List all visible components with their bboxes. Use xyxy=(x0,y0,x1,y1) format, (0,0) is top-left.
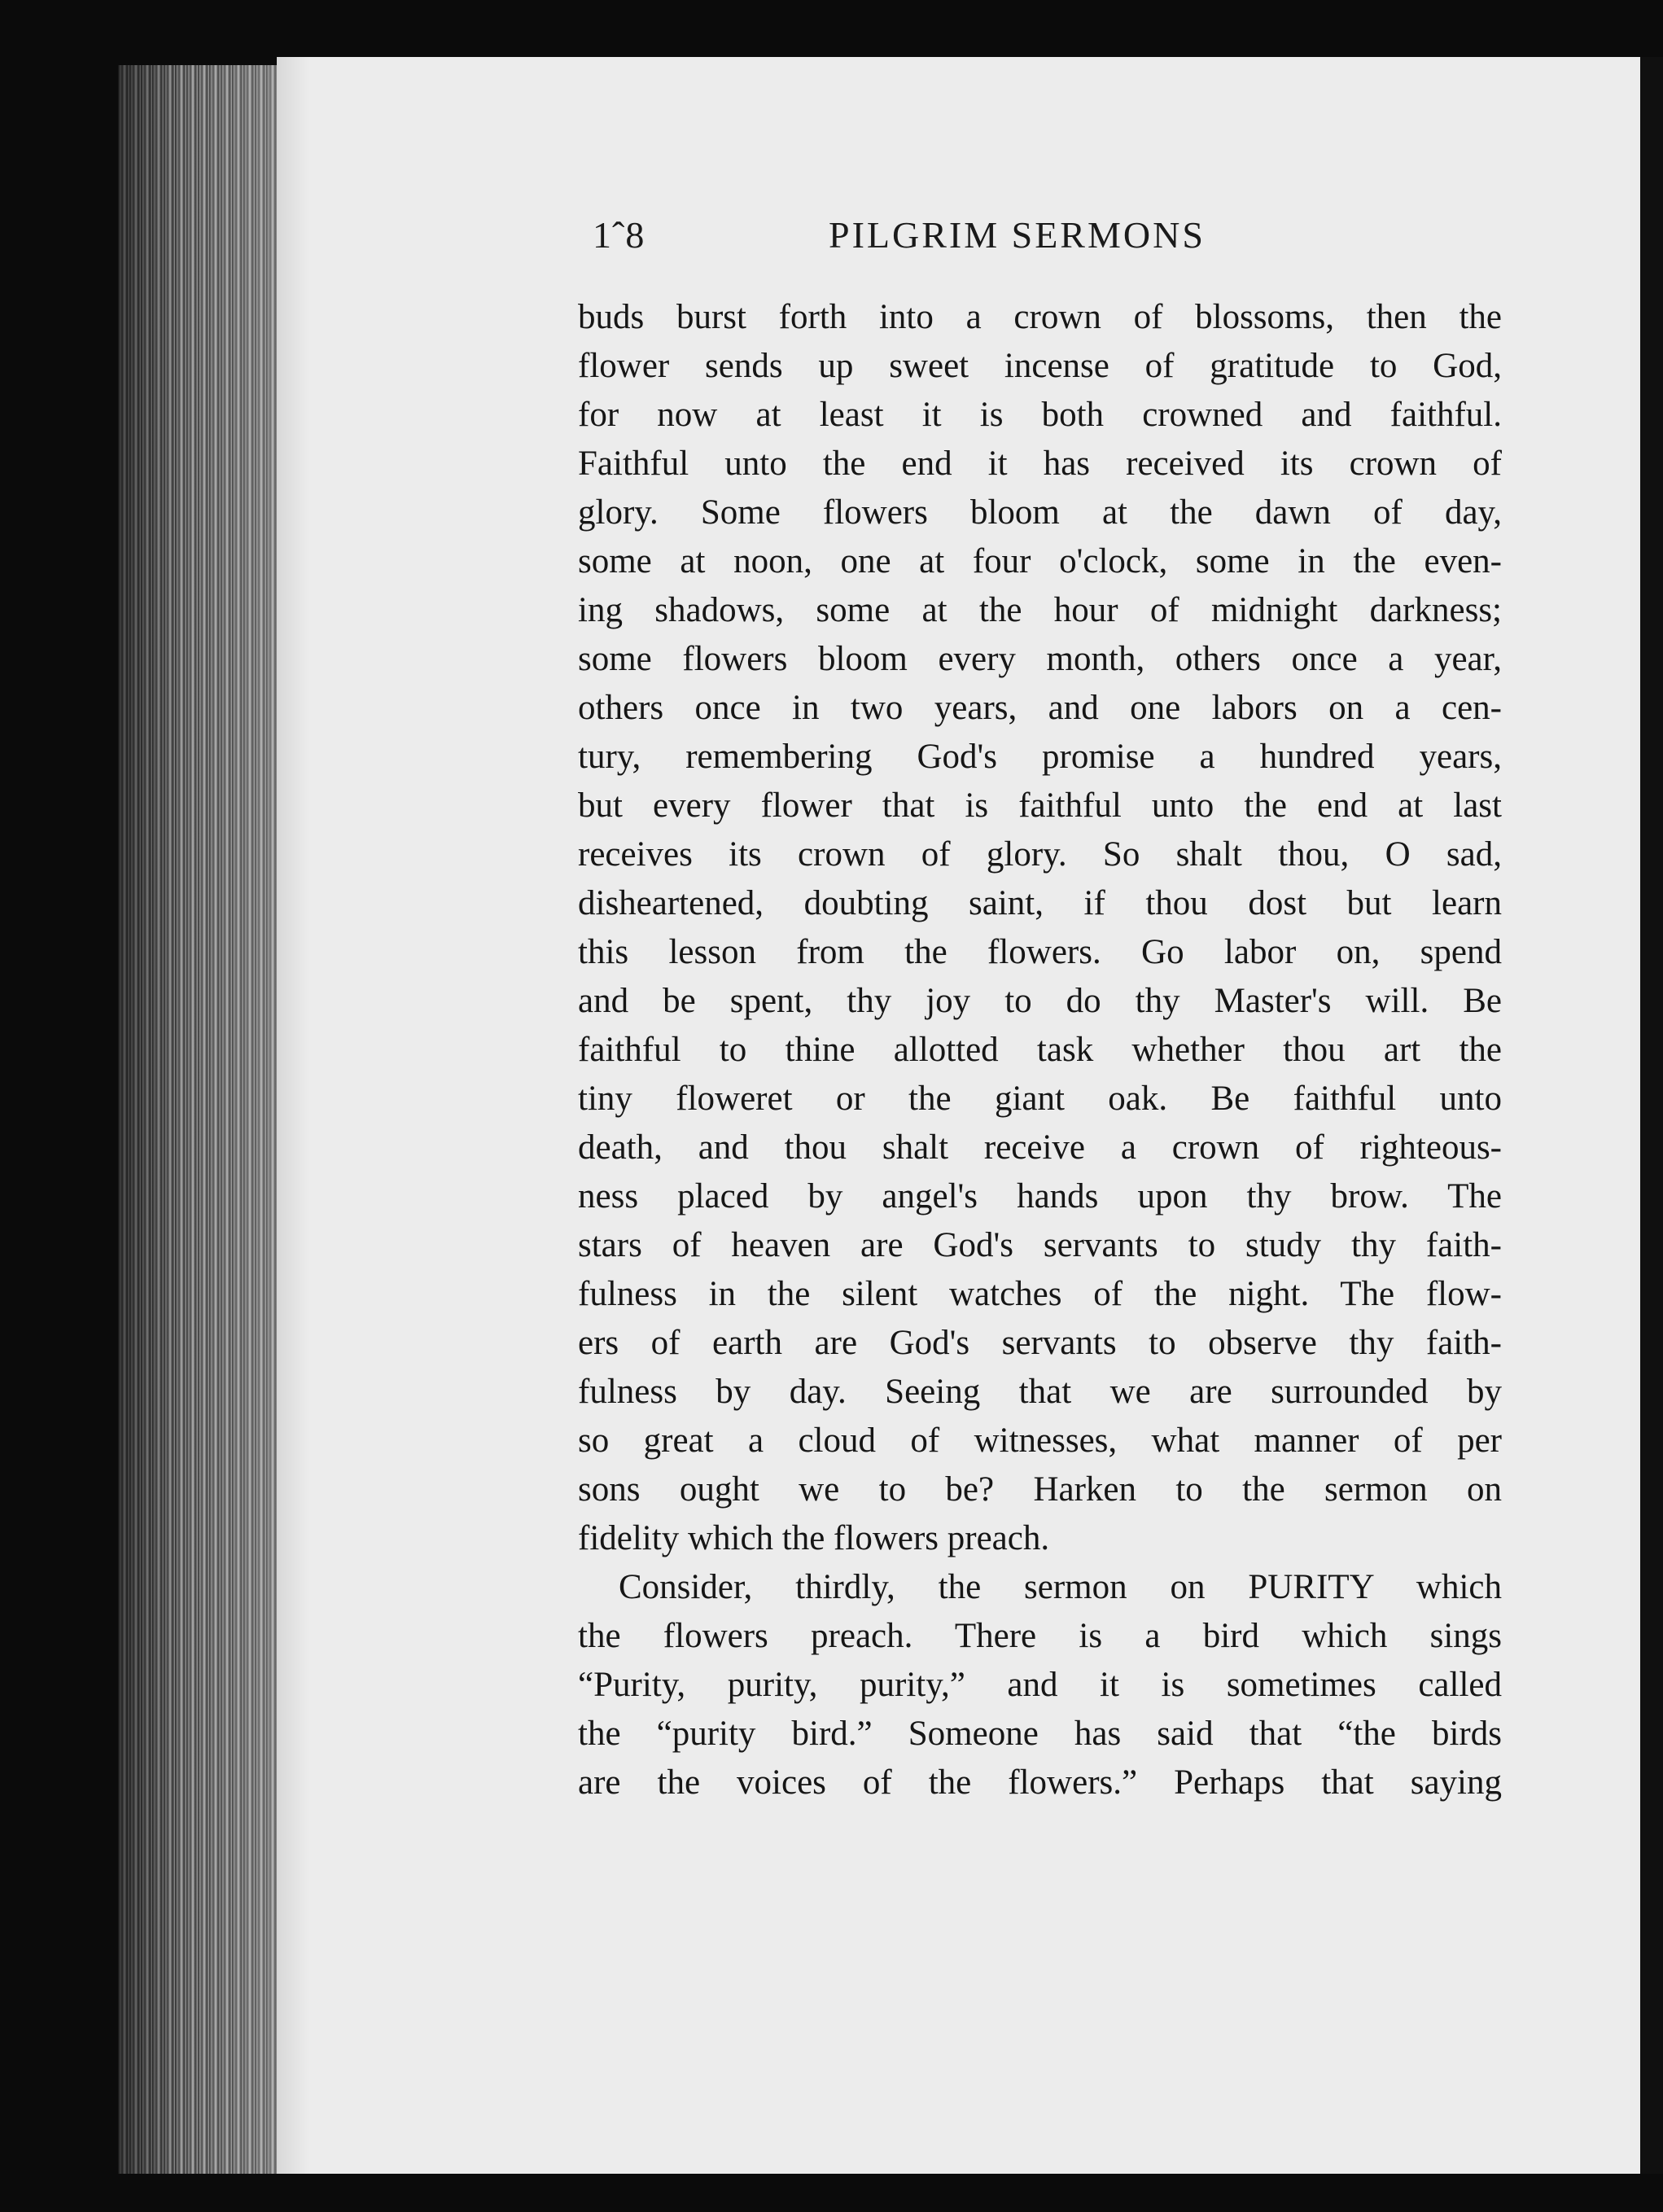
text-line: but every flower that is faithful unto the end at last xyxy=(578,786,1502,825)
text-line: stars of heaven are God's servants to study thy faith- xyxy=(578,1226,1502,1264)
text-line-paragraph-end: fidelity which the flowers preach. xyxy=(578,1519,1050,1557)
text-line: sons ought we to be? Harken to the sermon on xyxy=(578,1470,1502,1509)
text-line: flower sends up sweet incense of gratitude to God, xyxy=(578,347,1502,385)
scan-border xyxy=(1640,57,1663,2174)
text-line: tury, remembering God's promise a hundred years, xyxy=(578,738,1502,776)
text-line: and be spent, thy joy to do thy Master's will. Be xyxy=(578,982,1502,1020)
text-line: ers of earth are God's servants to observe thy faith- xyxy=(578,1324,1502,1362)
text-line: others once in two years, and one labors on a cen- xyxy=(578,689,1502,727)
text-line: ing shadows, some at the hour of midnight darkness; xyxy=(578,591,1502,629)
text-line: so great a cloud of witnesses, what manner of per xyxy=(578,1421,1502,1460)
text-line: ness placed by angel's hands upon thy brow. The xyxy=(578,1177,1502,1216)
text-line: tiny floweret or the giant oak. Be faithful unto xyxy=(578,1080,1502,1118)
running-head xyxy=(593,213,1260,270)
text-line: this lesson from the flowers. Go labor on, spend xyxy=(578,933,1502,971)
text-line: the flowers preach. There is a bird which sings xyxy=(578,1617,1502,1655)
text-line: fulness in the silent watches of the night. The flow- xyxy=(578,1275,1502,1313)
text-line: for now at least it is both crowned and faithful. xyxy=(578,396,1502,434)
text-line: “Purity, purity, purity,” and it is sometimes called xyxy=(578,1666,1502,1704)
body-text xyxy=(578,293,1502,1807)
book-page-edges xyxy=(118,65,289,2174)
text-line: some at noon, one at four o'clock, some in the even- xyxy=(578,542,1502,580)
text-line: are the voices of the flowers.” Perhaps that saying xyxy=(578,1763,1502,1802)
text-line: fulness by day. Seeing that we are surrounded by xyxy=(578,1373,1502,1411)
text-line: receives its crown of glory. So shalt thou, O sad, xyxy=(578,835,1502,874)
text-line-paragraph-start: Consider, thirdly, the sermon on PURITY which xyxy=(619,1568,1502,1606)
text-line: Faithful unto the end it has received its crown of xyxy=(578,445,1502,483)
text-line: glory. Some flowers bloom at the dawn of day, xyxy=(578,493,1502,532)
text-line: death, and thou shalt receive a crown of righteous- xyxy=(578,1128,1502,1167)
text-line: buds burst forth into a crown of blossoms, then the xyxy=(578,298,1502,336)
book-title: PILGRIM SERMONS xyxy=(829,214,1206,256)
page-number: 1ˆ8 xyxy=(593,214,646,256)
text-line: disheartened, doubting saint, if thou dost but learn xyxy=(578,884,1502,922)
text-line: some flowers bloom every month, others once a year, xyxy=(578,640,1502,678)
text-line: faithful to thine allotted task whether thou art the xyxy=(578,1031,1502,1069)
text-line: the “purity bird.” Someone has said that “the birds xyxy=(578,1715,1502,1753)
